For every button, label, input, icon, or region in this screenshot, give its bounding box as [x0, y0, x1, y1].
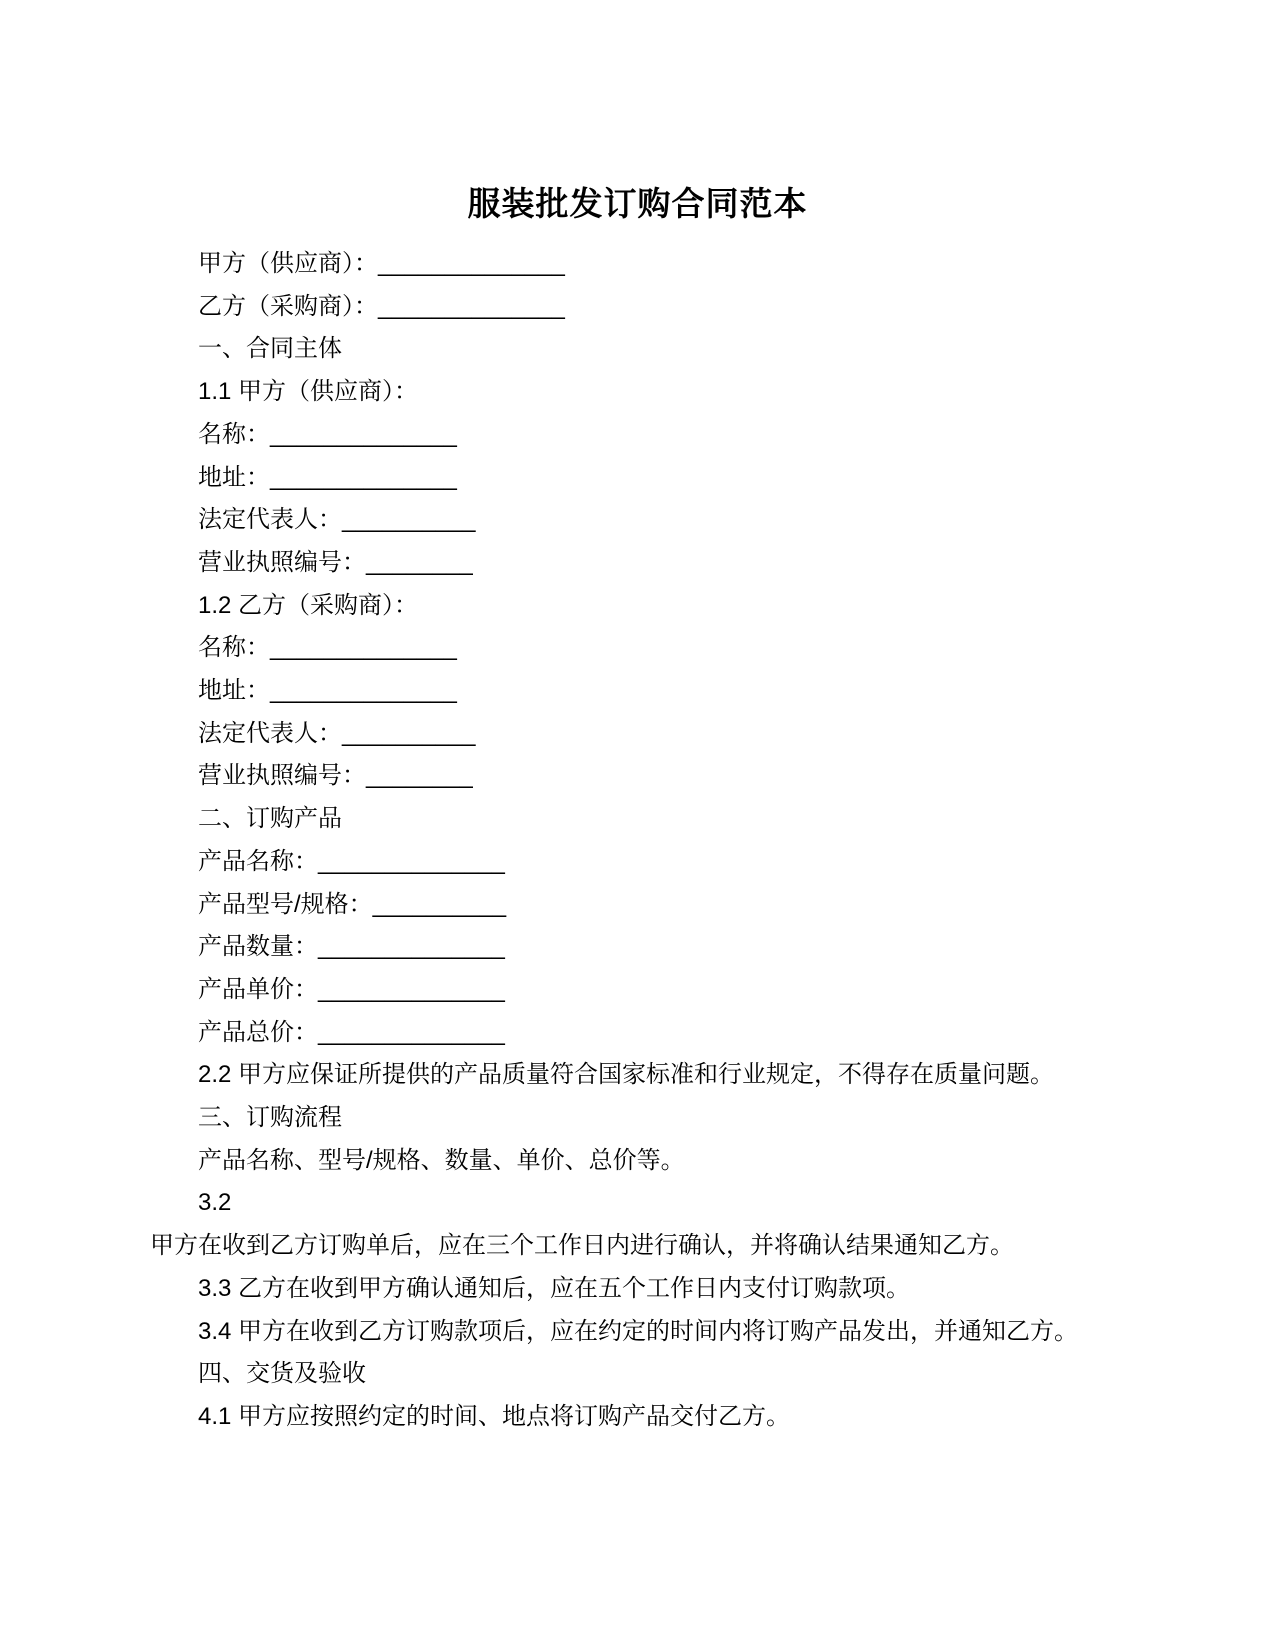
contract-clause-2-2: 2.2 甲方应保证所提供的产品质量符合国家标准和行业规定，不得存在质量问题。 [198, 1061, 1055, 1089]
contract-line-product-name: 产品名称：______________ [198, 847, 505, 875]
contract-line-license-a: 营业执照编号：________ [198, 548, 473, 576]
page-title: 服装批发订购合同范本 [467, 185, 808, 222]
contract-clause-1-2: 1.2 乙方（采购商）： [198, 591, 419, 619]
contract-line-product-total-price: 产品总价：______________ [198, 1018, 505, 1046]
contract-section-3-heading: 三、订购流程 [198, 1104, 342, 1132]
contract-line-name-a: 名称：______________ [198, 420, 457, 448]
contract-section-2-heading: 二、订购产品 [198, 805, 342, 833]
contract-line-address-b: 地址：______________ [198, 677, 457, 705]
contract-section-1-heading: 一、合同主体 [198, 335, 342, 363]
contract-line-product-quantity: 产品数量：______________ [198, 933, 505, 961]
contract-line-product-model: 产品型号/规格：__________ [198, 890, 507, 918]
document-body [150, 243, 1125, 1439]
contract-clause-3-4: 3.4 甲方在收到乙方订购款项后，应在约定的时间内将订购产品发出，并通知乙方。 [198, 1317, 1079, 1345]
contract-section-4-heading: 四、交货及验收 [198, 1360, 366, 1388]
contract-clause-1-1: 1.1 甲方（供应商）： [198, 378, 419, 406]
contract-line-name-b: 名称：______________ [198, 634, 457, 662]
contract-line-party-a: 甲方（供应商）：______________ [198, 250, 565, 277]
contract-line-representative-b: 法定代表人：__________ [198, 719, 476, 747]
contract-clause-3-2-body: 甲方在收到乙方订购单后，应在三个工作日内进行确认，并将确认结果通知乙方。 [150, 1232, 1014, 1260]
contract-clause-3-3: 3.3 乙方在收到甲方确认通知后，应在五个工作日内支付订购款项。 [198, 1274, 911, 1302]
contract-line-product-unit-price: 产品单价：______________ [198, 975, 505, 1003]
contract-clause-3-2-number: 3.2 [198, 1189, 232, 1217]
contract-line-representative-a: 法定代表人：__________ [198, 506, 476, 534]
contract-clause-4-1: 4.1 甲方应按照约定的时间、地点将订购产品交付乙方。 [198, 1402, 791, 1430]
contract-line-order-fields: 产品名称、型号/规格、数量、单价、总价等。 [198, 1146, 685, 1174]
contract-line-license-b: 营业执照编号：________ [198, 762, 473, 790]
contract-line-party-b: 乙方（采购商）：______________ [198, 292, 565, 320]
contract-line-address-a: 地址：______________ [198, 463, 457, 491]
